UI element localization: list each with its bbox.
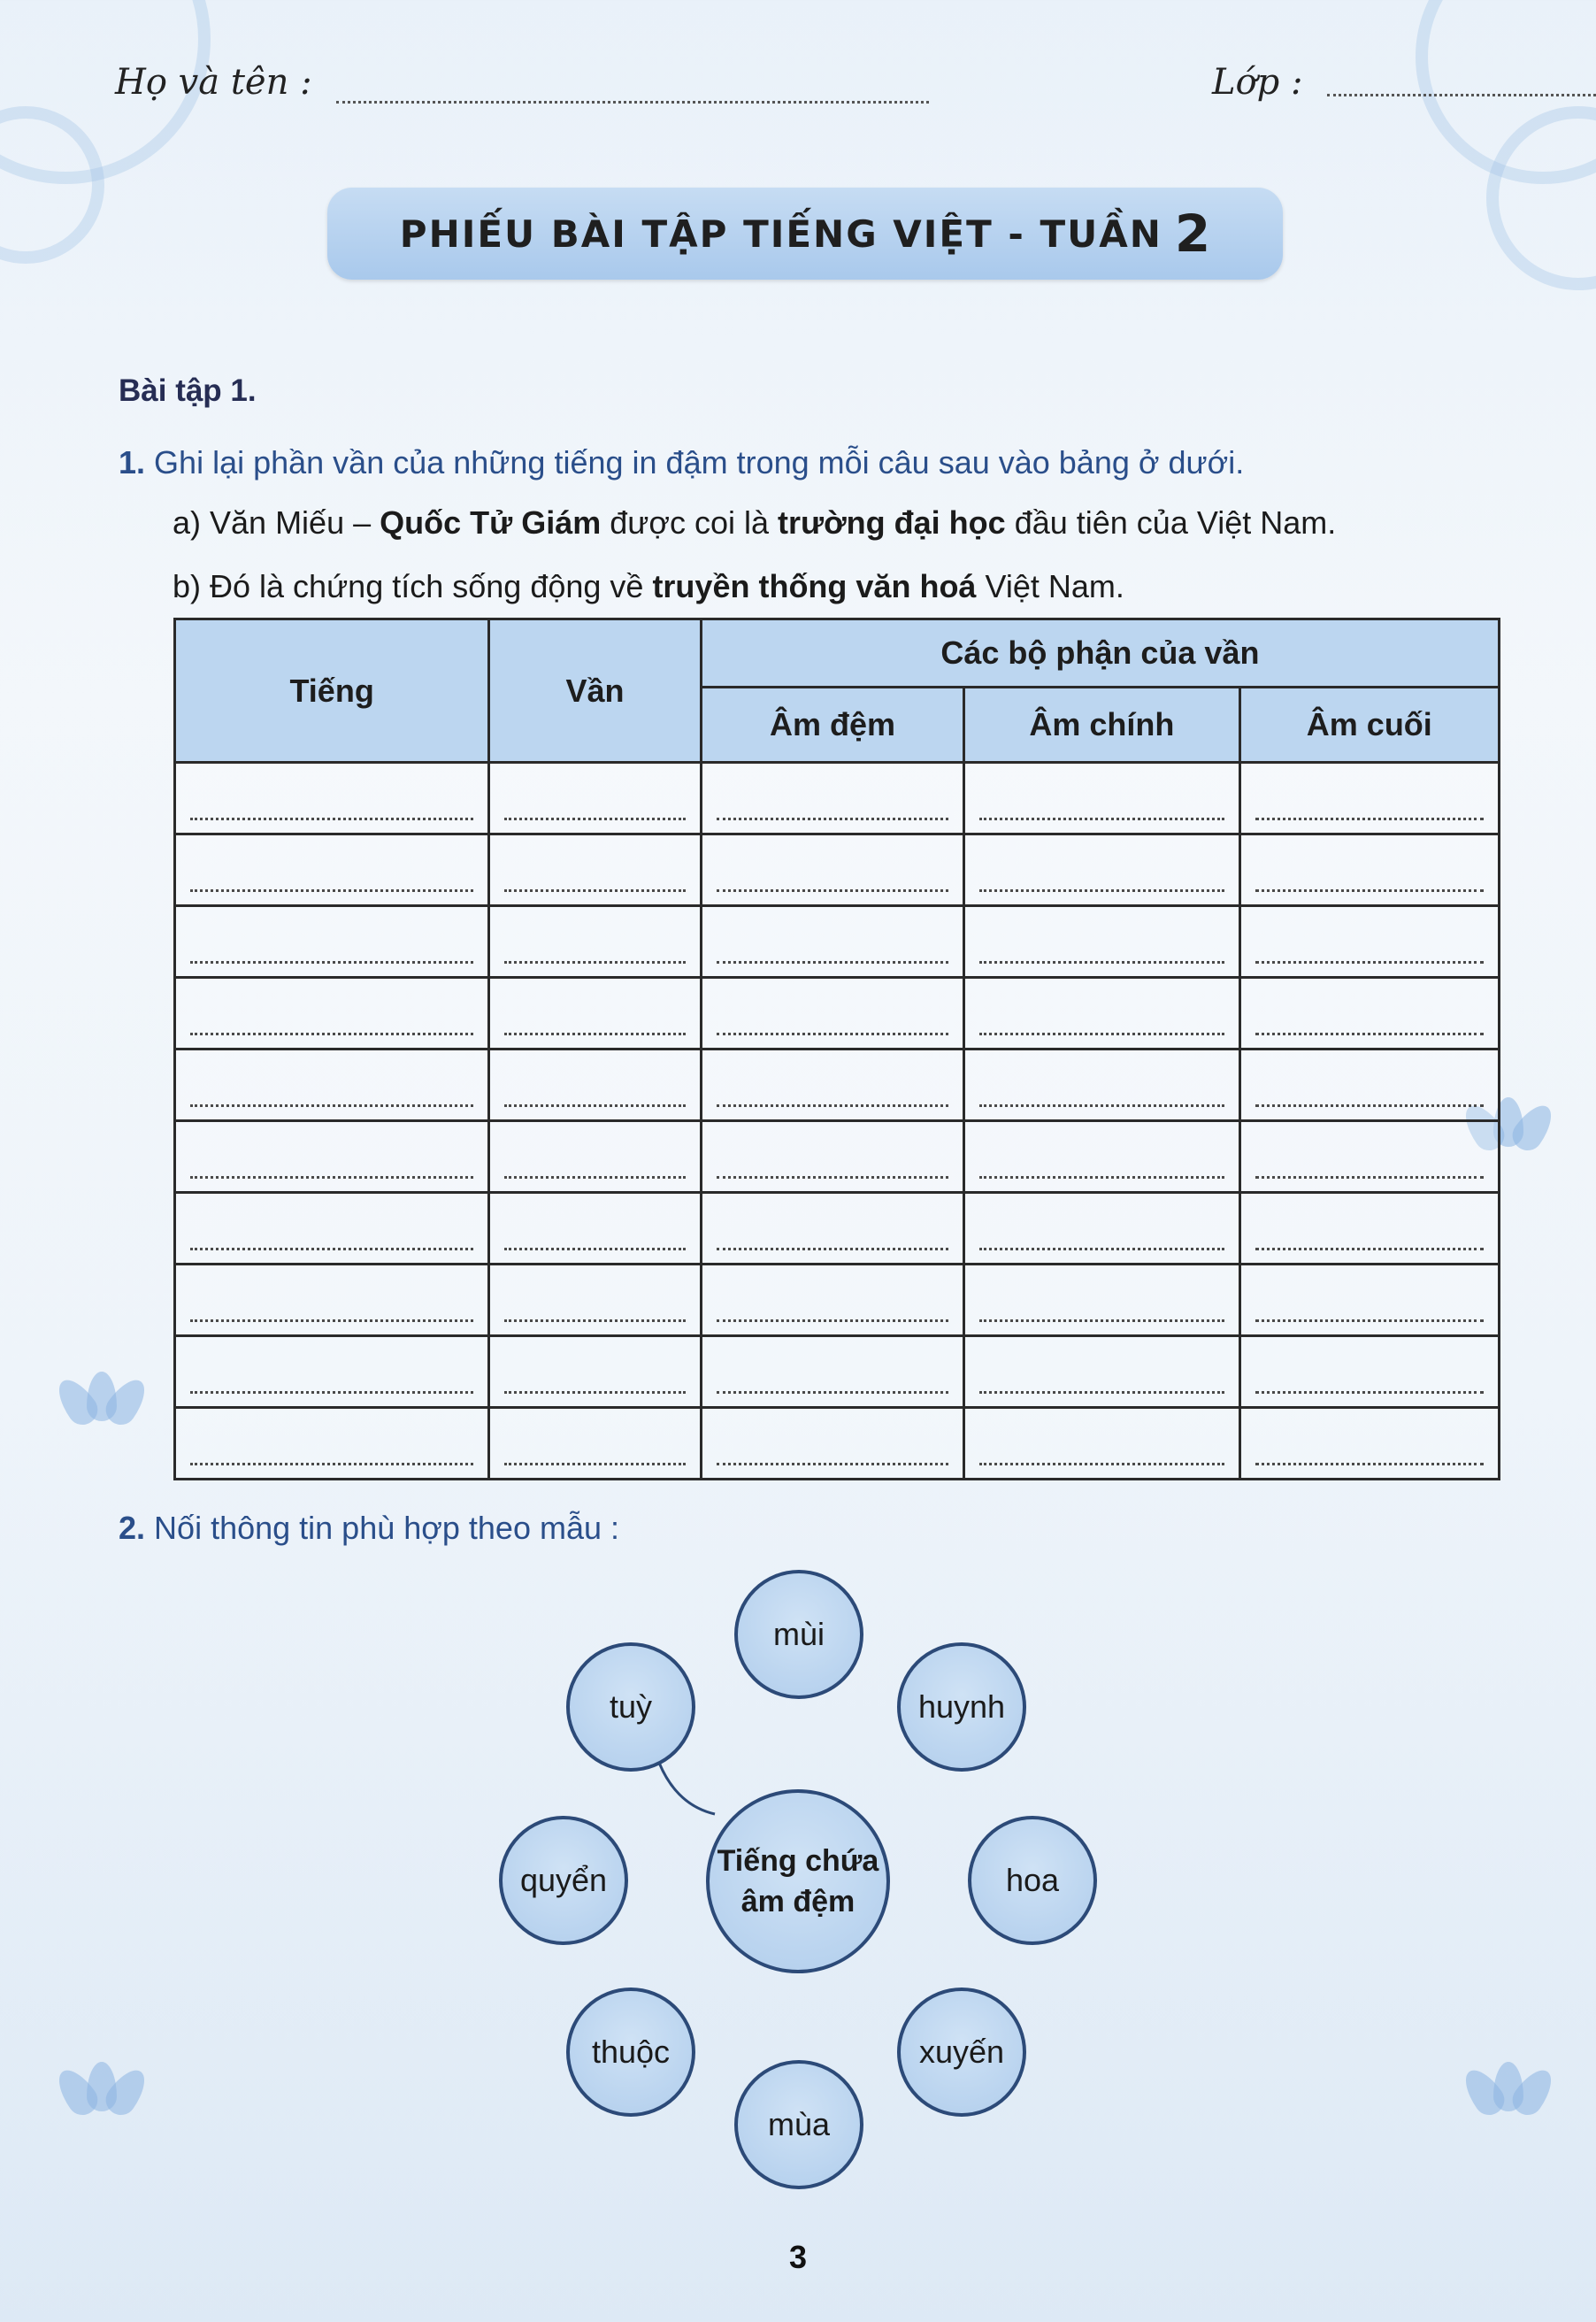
worksheet-title-banner <box>327 188 1283 280</box>
question-1-text: Ghi lại phần vần của những tiếng in đậm trong mỗi câu sau vào bảng ở dưới. <box>154 444 1245 481</box>
answer-cell-am-dem[interactable] <box>701 906 963 978</box>
example-connector-line <box>659 1763 715 1814</box>
center-node <box>706 1789 890 1973</box>
class-field-line[interactable] <box>1327 94 1596 96</box>
answer-cell-van[interactable] <box>489 834 702 906</box>
student-info-row <box>115 62 1486 115</box>
table-row <box>175 763 1500 834</box>
sentence-b-part: b) Đó là chứng tích sống động về <box>173 568 653 604</box>
answer-cell-am-cuoi[interactable] <box>1239 1265 1499 1336</box>
answer-cell-am-cuoi[interactable] <box>1239 1193 1499 1265</box>
answer-cell-van[interactable] <box>489 978 702 1050</box>
answer-cell-van[interactable] <box>489 763 702 834</box>
answer-cell-tieng[interactable] <box>175 1193 489 1265</box>
answer-cell-tieng[interactable] <box>175 1265 489 1336</box>
matching-diagram <box>478 1557 1115 2212</box>
answer-cell-van[interactable] <box>489 1121 702 1193</box>
word-node-hoa[interactable]: hoa <box>968 1816 1097 1945</box>
word-node-quyen[interactable]: quyển <box>499 1816 628 1945</box>
table-row <box>175 906 1500 978</box>
answer-cell-am-dem[interactable] <box>701 1121 963 1193</box>
answer-cell-am-dem[interactable] <box>701 1265 963 1336</box>
answer-cell-am-dem[interactable] <box>701 763 963 834</box>
answer-cell-am-cuoi[interactable] <box>1239 1336 1499 1408</box>
table-row <box>175 1265 1500 1336</box>
answer-cell-van[interactable] <box>489 1336 702 1408</box>
answer-cell-am-chinh[interactable] <box>964 978 1239 1050</box>
question-2 <box>119 1510 619 1547</box>
col-group-header: Các bộ phận của vần <box>701 619 1499 688</box>
table-body <box>175 763 1500 1480</box>
answer-cell-van[interactable] <box>489 1265 702 1336</box>
exercise-heading: Bài tập 1. <box>119 373 257 408</box>
table-row <box>175 1050 1500 1121</box>
answer-cell-am-dem[interactable] <box>701 1193 963 1265</box>
answer-cell-am-cuoi[interactable] <box>1239 1408 1499 1480</box>
answer-cell-tieng[interactable] <box>175 1408 489 1480</box>
answer-cell-am-chinh[interactable] <box>964 1050 1239 1121</box>
answer-cell-am-chinh[interactable] <box>964 834 1239 906</box>
col-header-am-dem: Âm đệm <box>701 688 963 763</box>
sentence-b-bold: truyền thống văn hoá <box>652 568 977 604</box>
week-number: 2 <box>1174 204 1211 264</box>
answer-cell-tieng[interactable] <box>175 1050 489 1121</box>
answer-cell-tieng[interactable] <box>175 1121 489 1193</box>
table-row <box>175 1336 1500 1408</box>
answer-cell-van[interactable] <box>489 1408 702 1480</box>
sentence-a-bold: trường đại học <box>778 504 1006 541</box>
sentence-a <box>173 504 1336 542</box>
table-row <box>175 1408 1500 1480</box>
sentence-b <box>173 568 1124 605</box>
answer-cell-tieng[interactable] <box>175 834 489 906</box>
question-2-number: 2. <box>119 1510 146 1546</box>
answer-cell-am-chinh[interactable] <box>964 906 1239 978</box>
answer-cell-van[interactable] <box>489 1050 702 1121</box>
answer-cell-am-cuoi[interactable] <box>1239 978 1499 1050</box>
word-node-tuy[interactable]: tuỳ <box>566 1642 695 1772</box>
center-node-line-1: Tiếng chứa <box>717 1844 879 1878</box>
sentence-a-part: đầu tiên của Việt Nam. <box>1005 504 1337 541</box>
name-field-line[interactable] <box>336 101 929 104</box>
word-node-mua[interactable]: mùa <box>734 2060 863 2189</box>
answer-cell-am-cuoi[interactable] <box>1239 834 1499 906</box>
answer-cell-tieng[interactable] <box>175 978 489 1050</box>
answer-cell-am-chinh[interactable] <box>964 1121 1239 1193</box>
answer-cell-am-dem[interactable] <box>701 1408 963 1480</box>
worksheet-title: PHIẾU BÀI TẬP TIẾNG VIỆT - TUẦN <box>399 211 1162 256</box>
answer-cell-am-dem[interactable] <box>701 834 963 906</box>
answer-cell-am-chinh[interactable] <box>964 1265 1239 1336</box>
answer-cell-am-chinh[interactable] <box>964 1336 1239 1408</box>
sentence-a-part: a) Văn Miếu – <box>173 504 380 541</box>
answer-cell-am-cuoi[interactable] <box>1239 1050 1499 1121</box>
decor-flower <box>1469 2062 1548 2115</box>
answer-cell-tieng[interactable] <box>175 763 489 834</box>
answer-cell-tieng[interactable] <box>175 1336 489 1408</box>
table-row <box>175 978 1500 1050</box>
answer-cell-am-cuoi[interactable] <box>1239 763 1499 834</box>
col-header-am-chinh: Âm chính <box>964 688 1239 763</box>
decor-flower <box>62 2062 142 2115</box>
table-row <box>175 834 1500 906</box>
page-number: 3 <box>789 2239 808 2275</box>
name-label: Họ và tên : <box>115 62 312 103</box>
answer-cell-am-chinh[interactable] <box>964 1193 1239 1265</box>
word-node-huynh[interactable]: huynh <box>897 1642 1026 1772</box>
question-1-number: 1. <box>119 444 146 481</box>
class-label: Lớp : <box>1212 62 1303 103</box>
col-header-van: Vần <box>489 619 702 763</box>
sentence-a-part: được coi là <box>601 504 779 541</box>
decor-flower <box>62 1372 142 1425</box>
word-node-mui[interactable]: mùi <box>734 1570 863 1699</box>
word-node-thuoc[interactable]: thuộc <box>566 1988 695 2117</box>
answer-cell-am-dem[interactable] <box>701 978 963 1050</box>
table-row <box>175 1121 1500 1193</box>
answer-cell-am-dem[interactable] <box>701 1050 963 1121</box>
question-2-text: Nối thông tin phù hợp theo mẫu : <box>154 1510 620 1546</box>
answer-cell-van[interactable] <box>489 906 702 978</box>
answer-cell-tieng[interactable] <box>175 906 489 978</box>
table-row <box>175 1193 1500 1265</box>
answer-cell-van[interactable] <box>489 1193 702 1265</box>
center-node-line-2: âm đệm <box>740 1885 856 1918</box>
answer-cell-am-chinh[interactable] <box>964 763 1239 834</box>
answer-cell-am-cuoi[interactable] <box>1239 906 1499 978</box>
sentence-b-part: Việt Nam. <box>976 568 1124 604</box>
word-node-xuyen[interactable]: xuyến <box>897 1988 1026 2117</box>
col-header-tieng: Tiếng <box>175 619 489 763</box>
rhyme-analysis-table <box>173 618 1500 1480</box>
question-1 <box>119 444 1244 481</box>
answer-cell-am-chinh[interactable] <box>964 1408 1239 1480</box>
answer-cell-am-dem[interactable] <box>701 1336 963 1408</box>
col-header-am-cuoi: Âm cuối <box>1239 688 1499 763</box>
answer-cell-am-cuoi[interactable] <box>1239 1121 1499 1193</box>
sentence-a-bold: Quốc Tử Giám <box>380 504 602 541</box>
